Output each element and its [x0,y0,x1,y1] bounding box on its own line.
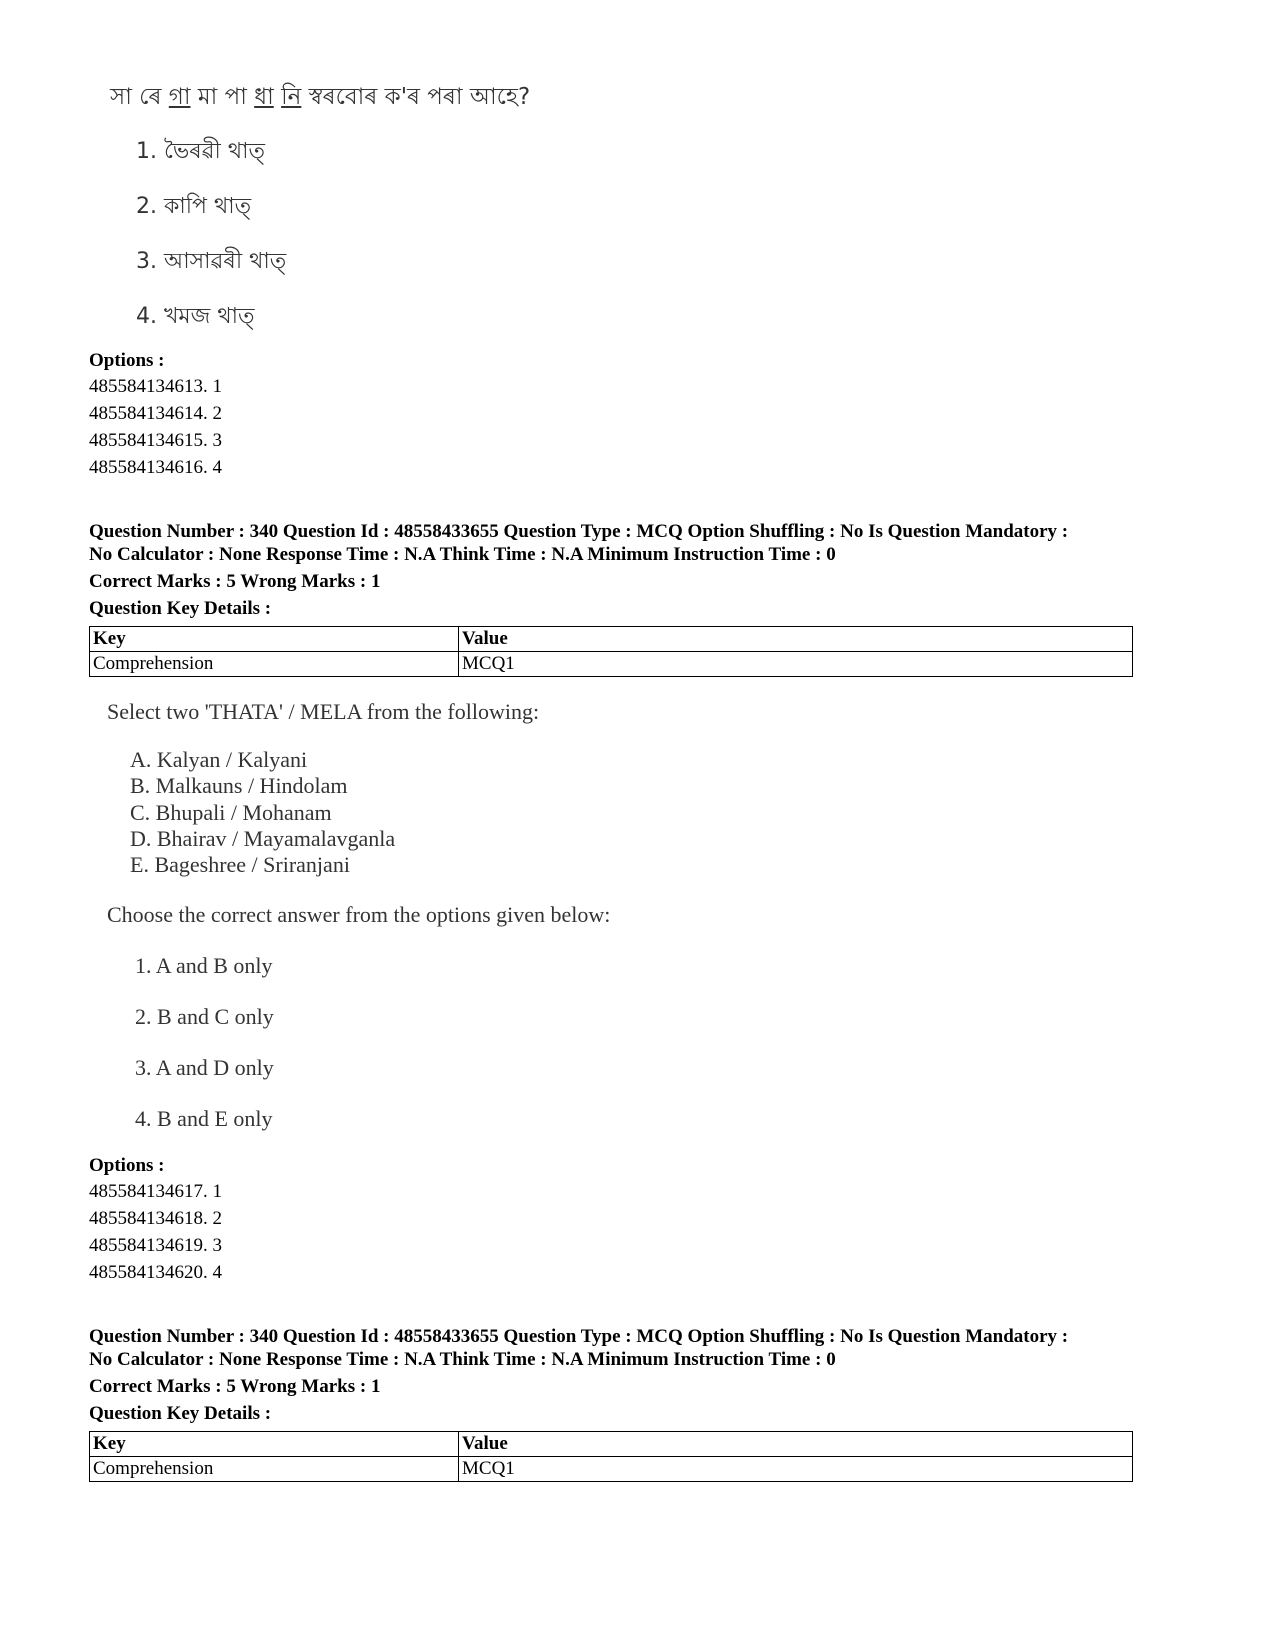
q2-meta-line2: No Calculator : None Response Time : N.A Think Time : N.A Minimum Instruction Time : 0 [89,544,836,565]
q1-choice: 3. আসাৱৰী থাত্ [136,249,287,274]
q1-options-label: Options : [89,350,165,371]
q2-option: 485584134620. 4 [89,1262,222,1283]
q2-prompt: Select two 'THATA' / MELA from the following: [107,699,540,724]
q1-choice: 4. খমজ থাত্ [136,304,255,329]
q1-option: 485584134615. 3 [89,430,222,451]
q2-marks: Correct Marks : 5 Wrong Marks : 1 [89,571,381,592]
table-header-row [90,627,1133,652]
table-row [90,652,1133,677]
q3-marks: Correct Marks : 5 Wrong Marks : 1 [89,1376,381,1397]
q1-option: 485584134616. 4 [89,457,222,478]
q2-choice: 1. A and B only [135,953,273,978]
q3-meta-line2: No Calculator : None Response Time : N.A Think Time : N.A Minimum Instruction Time : 0 [89,1349,836,1370]
q1-prompt-underlined: গা [168,84,191,110]
q2-instruction: Choose the correct answer from the options given below: [107,902,611,927]
q3-meta-line1: Question Number : 340 Question Id : 48558433655 Question Type : MCQ Option Shuffling : No Is Question Mandatory : [89,1326,1069,1347]
q2-item: B. Malkauns / Hindolam [130,773,348,798]
q3-key-table [89,1431,1133,1482]
table-header-value: Value [459,1432,1133,1457]
q2-choice: 4. B and E only [135,1106,273,1131]
table-header-key: Key [90,1432,459,1457]
q1-prompt-part [274,84,281,110]
q1-option: 485584134614. 2 [89,403,222,424]
q2-item: A. Kalyan / Kalyani [130,747,308,772]
q1-prompt [110,78,530,117]
q1-choice: 1. ভৈৰৱী থাত্ [136,139,265,164]
table-cell-value: MCQ1 [459,1457,1133,1482]
q1-prompt-part: সা ৰে [110,84,169,110]
q1-option: 485584134613. 1 [89,376,222,397]
table-cell-value: MCQ1 [459,652,1133,677]
table-header-value: Value [459,627,1133,652]
table-header-row [90,1432,1133,1457]
table-header-key: Key [90,627,459,652]
q2-key-details-label: Question Key Details : [89,598,272,619]
q2-option: 485584134619. 3 [89,1235,222,1256]
q3-key-details-label: Question Key Details : [89,1403,272,1424]
q2-options-label: Options : [89,1155,165,1176]
q1-prompt-underlined: ধা [254,84,274,110]
q2-key-table [89,626,1133,677]
q1-prompt-part: মা পা [190,84,255,110]
q1-prompt-underlined: নি [281,84,302,110]
table-cell-key: Comprehension [90,1457,459,1482]
q2-item: D. Bhairav / Mayamalavganla [130,826,396,851]
q1-choice: 2. কাপি থাত্ [136,194,252,219]
table-row [90,1457,1133,1482]
q2-meta-line1: Question Number : 340 Question Id : 48558433655 Question Type : MCQ Option Shuffling : No Is Question Mandatory : [89,521,1069,542]
q2-item: E. Bageshree / Sriranjani [130,852,350,877]
q1-prompt-part: স্বৰবোৰ ক'ৰ পৰা আহে? [301,84,531,110]
q2-option: 485584134617. 1 [89,1181,222,1202]
q2-item: C. Bhupali / Mohanam [130,800,332,825]
q2-option: 485584134618. 2 [89,1208,222,1229]
q2-choice: 3. A and D only [135,1055,274,1080]
table-cell-key: Comprehension [90,652,459,677]
q2-choice: 2. B and C only [135,1004,274,1029]
